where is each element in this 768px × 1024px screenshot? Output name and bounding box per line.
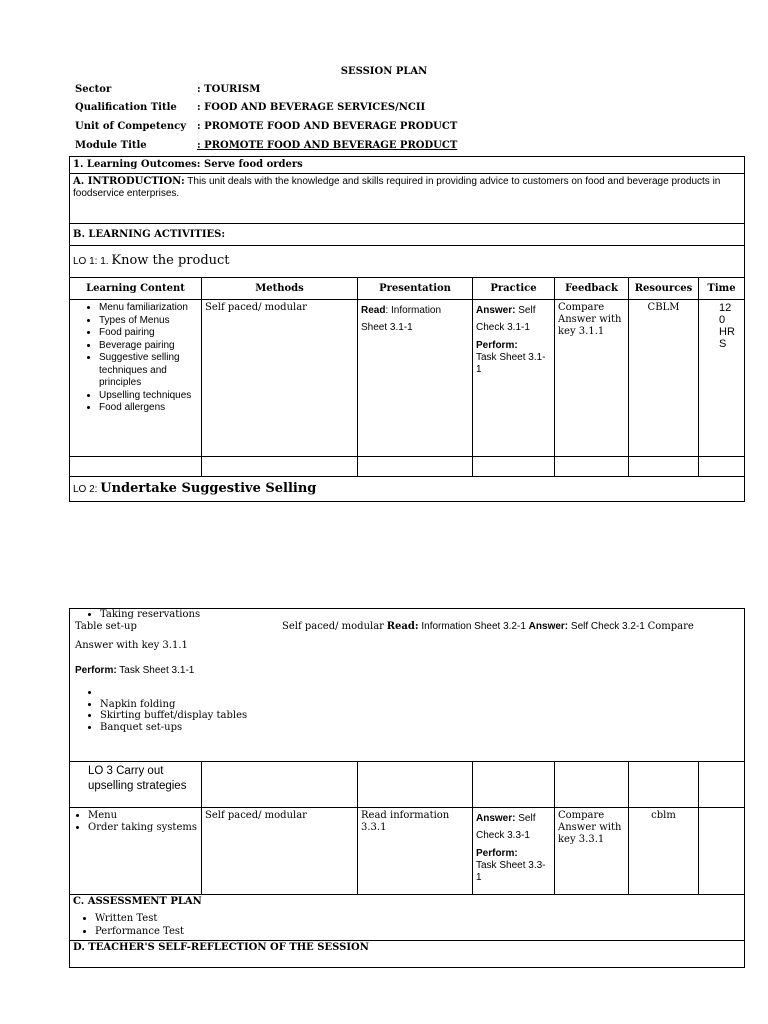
learning-activities-cell: B. LEARNING ACTIVITIES: (70, 224, 745, 246)
col-header-learning-content: Learning Content (70, 278, 202, 300)
intro-label: A. INTRODUCTION: (73, 176, 185, 187)
feedback-cell: Compare Answer with key 3.3.1 (555, 808, 629, 895)
col-header-resources: Resources (629, 278, 699, 300)
empty-cell (473, 457, 555, 477)
methods-cell: Self paced/ modular (202, 808, 358, 895)
assessment-title: C. ASSESSMENT PLAN (73, 896, 202, 907)
list-item: • Napkin folding (100, 699, 247, 711)
list-item: • Upselling techniques (99, 390, 198, 403)
list-item: • Banquet set-ups (100, 722, 247, 734)
session-table-page1 (69, 156, 745, 502)
empty-cell (202, 762, 358, 808)
header-value: : PROMOTE FOOD AND BEVERAGE PRODUCT (197, 140, 458, 151)
methods-cell: Self paced/ modular (202, 300, 358, 457)
lo2-title: Undertake Suggestive Selling (100, 480, 317, 496)
header-label: Module Title (75, 140, 147, 151)
header-unit (75, 121, 457, 132)
perform-text: Perform: Task Sheet 3.1-1 (75, 665, 195, 676)
lo2-cell (70, 477, 745, 502)
empty-cell (699, 808, 745, 895)
lo3-cell: LO 3 Carry out upselling strategies (70, 762, 202, 808)
table-setup-label: Table set-up (75, 621, 137, 632)
header-qualification (75, 102, 425, 113)
list-item: • Food allergens (99, 402, 198, 415)
presentation-cell: Read information 3.3.1 (358, 808, 473, 895)
answer-key-text: Answer with key 3.1.1 (75, 640, 188, 651)
reflection-cell: D. TEACHER'S SELF-REFLECTION OF THE SESSION (70, 941, 745, 968)
empty-cell (358, 762, 473, 808)
col-header-methods: Methods (202, 278, 358, 300)
lo1-prefix: LO 1: 1. (73, 256, 109, 267)
header-label: Unit of Competency (75, 121, 187, 132)
list-item: • Skirting buffet/display tables (100, 710, 247, 722)
list-item: • Beverage pairing (99, 340, 198, 353)
list-item: • Performance Test (95, 925, 741, 938)
lo1-title: Know the product (111, 253, 230, 268)
learning-content-cell (70, 300, 202, 457)
lo1-cell (70, 246, 745, 278)
list-item: • Suggestive selling techniques and principles (99, 352, 198, 390)
practice-cell: Answer: Self Check 3.1-1 Perform: Task Sheet 3.1-1 (473, 300, 555, 457)
col-header-presentation: Presentation (358, 278, 473, 300)
list-item: • Taking reservations (100, 609, 200, 620)
header-value: : TOURISM (197, 84, 261, 95)
header-label: Qualification Title (75, 102, 177, 113)
empty-cell (699, 457, 745, 477)
table-setup-cell (70, 609, 745, 762)
col-header-practice: Practice (473, 278, 555, 300)
header-label: Sector (75, 84, 112, 95)
practice-cell: Answer: Self Check 3.3-1 Perform: Task Sheet 3.3-1 (473, 808, 555, 895)
header-value: : FOOD AND BEVERAGE SERVICES/NCII (197, 102, 426, 113)
list-item: • Types of Menus (99, 315, 198, 328)
header-module (75, 140, 457, 151)
lo2-prefix: LO 2: (73, 483, 98, 495)
list-item: • Menu (88, 810, 198, 822)
header-sector (75, 84, 260, 95)
empty-cell (202, 457, 358, 477)
empty-cell (358, 457, 473, 477)
feedback-cell: Compare Answer with key 3.1.1 (555, 300, 629, 457)
list-item: • Order taking systems (88, 822, 198, 834)
empty-cell (629, 762, 699, 808)
assessment-cell (70, 895, 745, 941)
empty-cell (70, 457, 202, 477)
resources-cell: cblm (629, 808, 699, 895)
session-table-page2 (69, 608, 745, 968)
learning-outcomes-cell: 1. Learning Outcomes: Serve food orders (70, 157, 745, 174)
empty-cell (555, 457, 629, 477)
empty-cell (699, 762, 745, 808)
empty-cell (555, 762, 629, 808)
introduction-cell (70, 174, 745, 224)
resources-cell: CBLM (629, 300, 699, 457)
list-item: • Food pairing (99, 327, 198, 340)
header-value: : PROMOTE FOOD AND BEVERAGE PRODUCT (197, 121, 458, 132)
list-item (100, 687, 247, 699)
col-header-time: Time (699, 278, 745, 300)
empty-cell (629, 457, 699, 477)
page-title: SESSION PLAN (340, 66, 428, 77)
table-setup-activities: Self paced/ modular Read: Information Sheet 3.2-1 Answer: Self Check 3.2-1 Compare (282, 621, 694, 632)
list-item: • Menu familiarization (99, 302, 198, 315)
learning-content-cell (70, 808, 202, 895)
list-item: • Written Test (95, 912, 741, 925)
empty-cell (473, 762, 555, 808)
time-cell: 12 0 HR S (699, 300, 745, 457)
col-header-feedback: Feedback (555, 278, 629, 300)
presentation-cell: Read: Information Sheet 3.1-1 (358, 300, 473, 457)
intro-text: This unit deals with the knowledge and skills required in providing advice to customers on food and beverage products in foodservice enterprises. (73, 176, 721, 199)
